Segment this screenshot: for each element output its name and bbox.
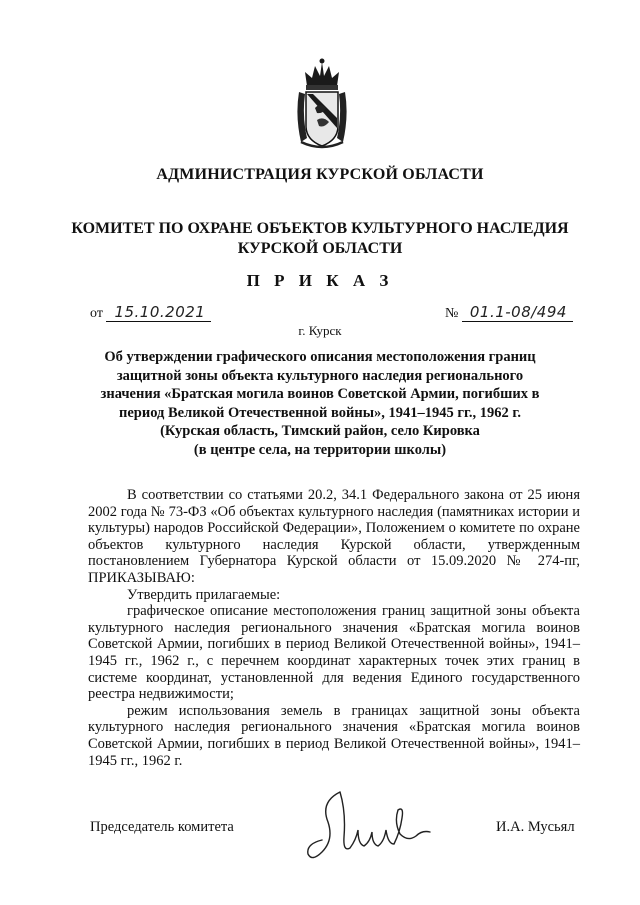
subject-line: Об утверждении графического описания местоположения границ — [104, 349, 536, 365]
body-paragraph: режим использования земель в границах защитной зоны объекта культурного наследия регионального значения «Братская могила воинов Советской Армии, погибших в период Великой Отечественной войны», 1941–1945 гг., 1962 г. — [88, 702, 580, 769]
signatory-name: И.А. Мусьял — [496, 819, 575, 835]
kursk-coat-of-arms-icon — [293, 56, 351, 152]
number-prefix: № — [445, 306, 459, 321]
organization-title: АДМИНИСТРАЦИЯ КУРСКОЙ ОБЛАСТИ — [156, 166, 484, 183]
number-field — [445, 303, 573, 322]
subject-line: (в центре села, на территории школы) — [193, 441, 447, 458]
committee-title — [60, 219, 580, 259]
city: г. Курск — [298, 323, 342, 338]
order-number: 01.1-08/494 — [462, 303, 573, 322]
handwritten-signature — [300, 782, 445, 872]
order-date: 15.10.2021 — [106, 303, 211, 322]
committee-title-line1: КОМИТЕТ ПО ОХРАНЕ ОБЪЕКТОВ КУЛЬТУРНОГО НАСЛЕДИЯ — [71, 220, 569, 237]
date-prefix: от — [90, 306, 103, 321]
date-field — [90, 303, 211, 322]
body-paragraph: Утвердить прилагаемые: — [127, 586, 281, 603]
subject-line: (Курская область, Тимский район, село Кировка — [160, 423, 480, 439]
subject-line: защитной зоны объекта культурного наследия регионального — [116, 367, 524, 384]
order-subject — [92, 348, 548, 459]
order-body — [88, 487, 580, 769]
document-type: П Р И К А З — [246, 271, 394, 290]
body-paragraph: В соответствии со статьями 20.2, 34.1 Федерального закона от 25 июня 2002 года № 73-ФЗ «Об объектах культурного наследия (памятниках истории и культуры) народов Российской Федерации», Положением о комитете по охране объектов культурного наследия Курской области, утвержденным постановлением Губернатора Курской области от 15.09.2020 № 274-пг, ПРИКАЗЫВАЮ: — [88, 487, 580, 586]
signatory-position: Председатель комитета — [90, 819, 234, 835]
subject-line: значения «Братская могила воинов Советской Армии, погибших в — [100, 386, 540, 402]
body-paragraph: графическое описание местоположения границ защитной зоны объекта культурного наследия регионального значения «Братская могила воинов Советской Армии, погибших в период Великой Отечественной войны», 1941–1945 гг., 1962 г., с перечнем координат характерных точек этих границ в системе координат, установленной для ведения Единого государственного реестра недвижимости; — [88, 603, 580, 703]
committee-title-line2: КУРСКОЙ ОБЛАСТИ — [237, 240, 403, 257]
subject-line: период Великой Отечественной войны», 1941–1945 гг., 1962 г. — [118, 404, 521, 421]
